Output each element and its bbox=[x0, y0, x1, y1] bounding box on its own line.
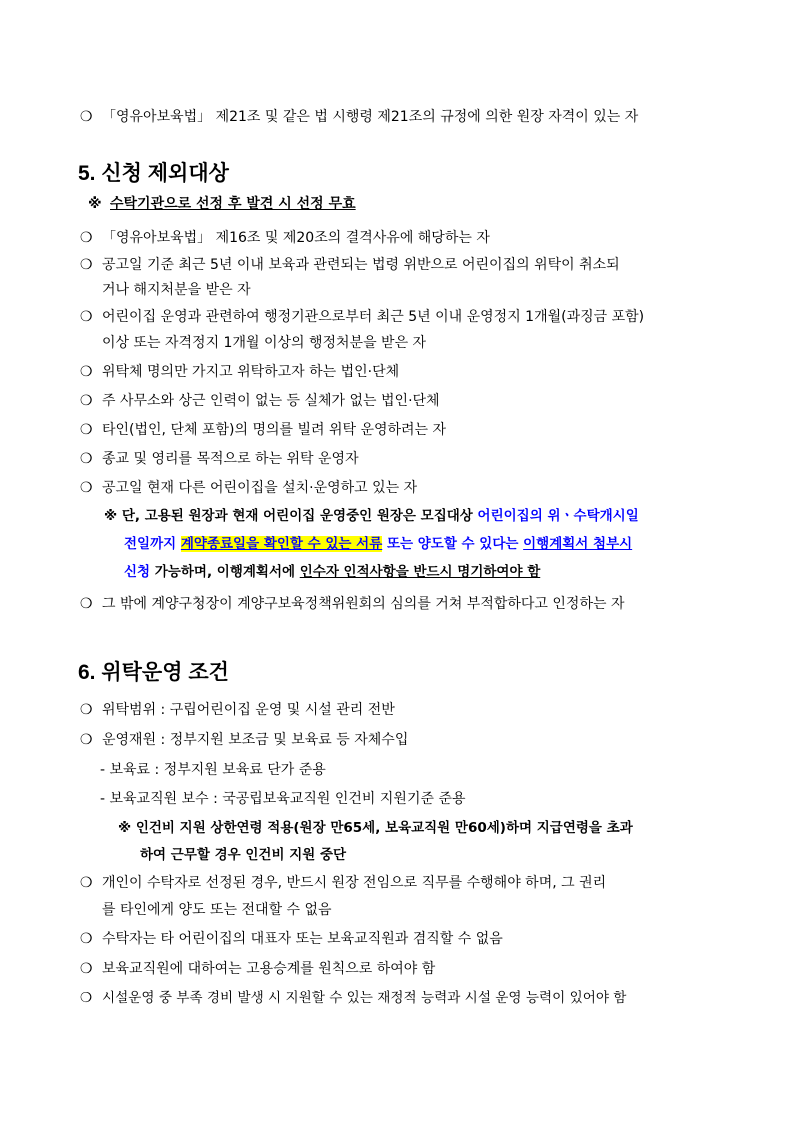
list-item: ❍ 시설운영 중 부족 경비 발생 시 지원할 수 있는 재정적 능력과 시설 운영 능력이 있어야 함 bbox=[80, 990, 627, 1006]
list-item: ❍ 수탁자는 타 어린이집의 대표자 또는 보육교직원과 겸직할 수 없음 bbox=[80, 931, 503, 947]
bullet-icon: ❍ bbox=[80, 230, 93, 246]
bullet-icon: ❍ bbox=[80, 931, 93, 947]
bullet-icon: ❍ bbox=[80, 422, 93, 438]
list-item: ❍ 종교 및 영리를 목적으로 하는 위탁 운영자 bbox=[80, 451, 359, 467]
section-5-note: ※ 수탁기관으로 선정 후 발견 시 선정 무효 bbox=[88, 196, 356, 212]
bullet-icon: ❍ bbox=[80, 109, 93, 125]
list-item: ❍ 운영재원 : 정부지원 보조금 및 보육료 등 자체수입 bbox=[80, 732, 409, 748]
special-note-line-1: ※ 단, 고용된 원장과 현재 어린이집 운영중인 원장은 모집대상 어린이집의 위ㆍ수탁개시일 bbox=[104, 508, 639, 524]
highlight-plan: 이행계획서 첨부시 bbox=[523, 536, 633, 552]
dash-item: - 보육교직원 보수 : 국공립보육교직원 인건비 지원기준 준용 bbox=[100, 791, 466, 807]
bullet-icon: ❍ bbox=[80, 875, 93, 891]
bullet-icon: ❍ bbox=[80, 364, 93, 380]
highlight-contract-end: 계약종료일을 확인할 수 있는 서류 bbox=[180, 536, 383, 552]
list-item: ❍ 위탁범위 : 구립어린이집 운영 및 시설 관리 전반 bbox=[80, 702, 395, 718]
list-item: ❍ 주 사무소와 상근 인력이 없는 등 실체가 없는 법인·단체 bbox=[80, 393, 440, 409]
special-note-line-2: 전일까지 계약종료일을 확인할 수 있는 서류 또는 양도할 수 있다는 이행계획서 첨부시 bbox=[124, 536, 633, 552]
list-item-continuation: 거나 해지처분을 받은 자 bbox=[102, 282, 251, 298]
special-note-line-3: 신청 가능하며, 이행계획서에 인수자 인적사항을 반드시 명기하여야 함 bbox=[124, 564, 541, 580]
list-item: ❍ 타인(법인, 단체 포함)의 명의를 빌려 위탁 운영하려는 자 bbox=[80, 422, 447, 438]
list-item-continuation: 이상 또는 자격정지 1개월 이상의 행정처분을 받은 자 bbox=[102, 335, 427, 351]
bullet-icon: ❍ bbox=[80, 451, 93, 467]
salary-note-line-1: ※ 인건비 지원 상한연령 적용(원장 만65세, 보육교직원 만60세)하며 지급연령을 초과 bbox=[118, 820, 633, 836]
list-item: ❍ 보육교직원에 대하여는 고용승계를 원칙으로 하여야 함 bbox=[80, 961, 436, 977]
section-6-title: 6. 위탁운영 조건 bbox=[78, 661, 229, 684]
note-mark-icon: ※ bbox=[88, 196, 102, 212]
list-item: ❍ 위탁체 명의만 가지고 위탁하고자 하는 법인·단체 bbox=[80, 364, 400, 380]
dash-item: - 보육료 : 정부지원 보육료 단가 준용 bbox=[100, 762, 326, 778]
qualification-line: ❍ 「영유아보육법」 제21조 및 같은 법 시행령 제21조의 규정에 의한 원장 자격이 있는 자 bbox=[80, 109, 639, 125]
bullet-icon: ❍ bbox=[80, 309, 93, 325]
bullet-icon: ❍ bbox=[80, 732, 93, 748]
bullet-icon: ❍ bbox=[80, 596, 93, 612]
list-item-continuation: 를 타인에게 양도 또는 전대할 수 없음 bbox=[102, 902, 332, 918]
bullet-icon: ❍ bbox=[80, 961, 93, 977]
list-item: ❍ 어린이집 운영과 관련하여 행정기관으로부터 최근 5년 이내 운영정지 1개월(과징금 포함) bbox=[80, 309, 645, 325]
list-item: ❍ 그 밖에 계양구청장이 계양구보육정책위원회의 심의를 거쳐 부적합하다고 인정하는 자 bbox=[80, 596, 625, 612]
list-item: ❍ 공고일 기준 최근 5년 이내 보육과 관련되는 법령 위반으로 어린이집의 위탁이 취소되 bbox=[80, 257, 620, 273]
salary-note-line-2: 하여 근무할 경우 인건비 지원 중단 bbox=[140, 847, 347, 863]
section-5-title: 5. 신청 제외대상 bbox=[78, 162, 229, 185]
bullet-icon: ❍ bbox=[80, 257, 93, 273]
list-item: ❍ 공고일 현재 다른 어린이집을 설치·운영하고 있는 자 bbox=[80, 480, 418, 496]
bullet-icon: ❍ bbox=[80, 480, 93, 496]
bullet-icon: ❍ bbox=[80, 393, 93, 409]
bullet-icon: ❍ bbox=[80, 990, 93, 1006]
list-item: ❍ 개인이 수탁자로 선정된 경우, 반드시 원장 전임으로 직무를 수행해야 하며, 그 권리 bbox=[80, 875, 607, 891]
list-item: ❍ 「영유아보육법」 제16조 및 제20조의 결격사유에 해당하는 자 bbox=[80, 230, 490, 246]
bullet-icon: ❍ bbox=[80, 702, 93, 718]
